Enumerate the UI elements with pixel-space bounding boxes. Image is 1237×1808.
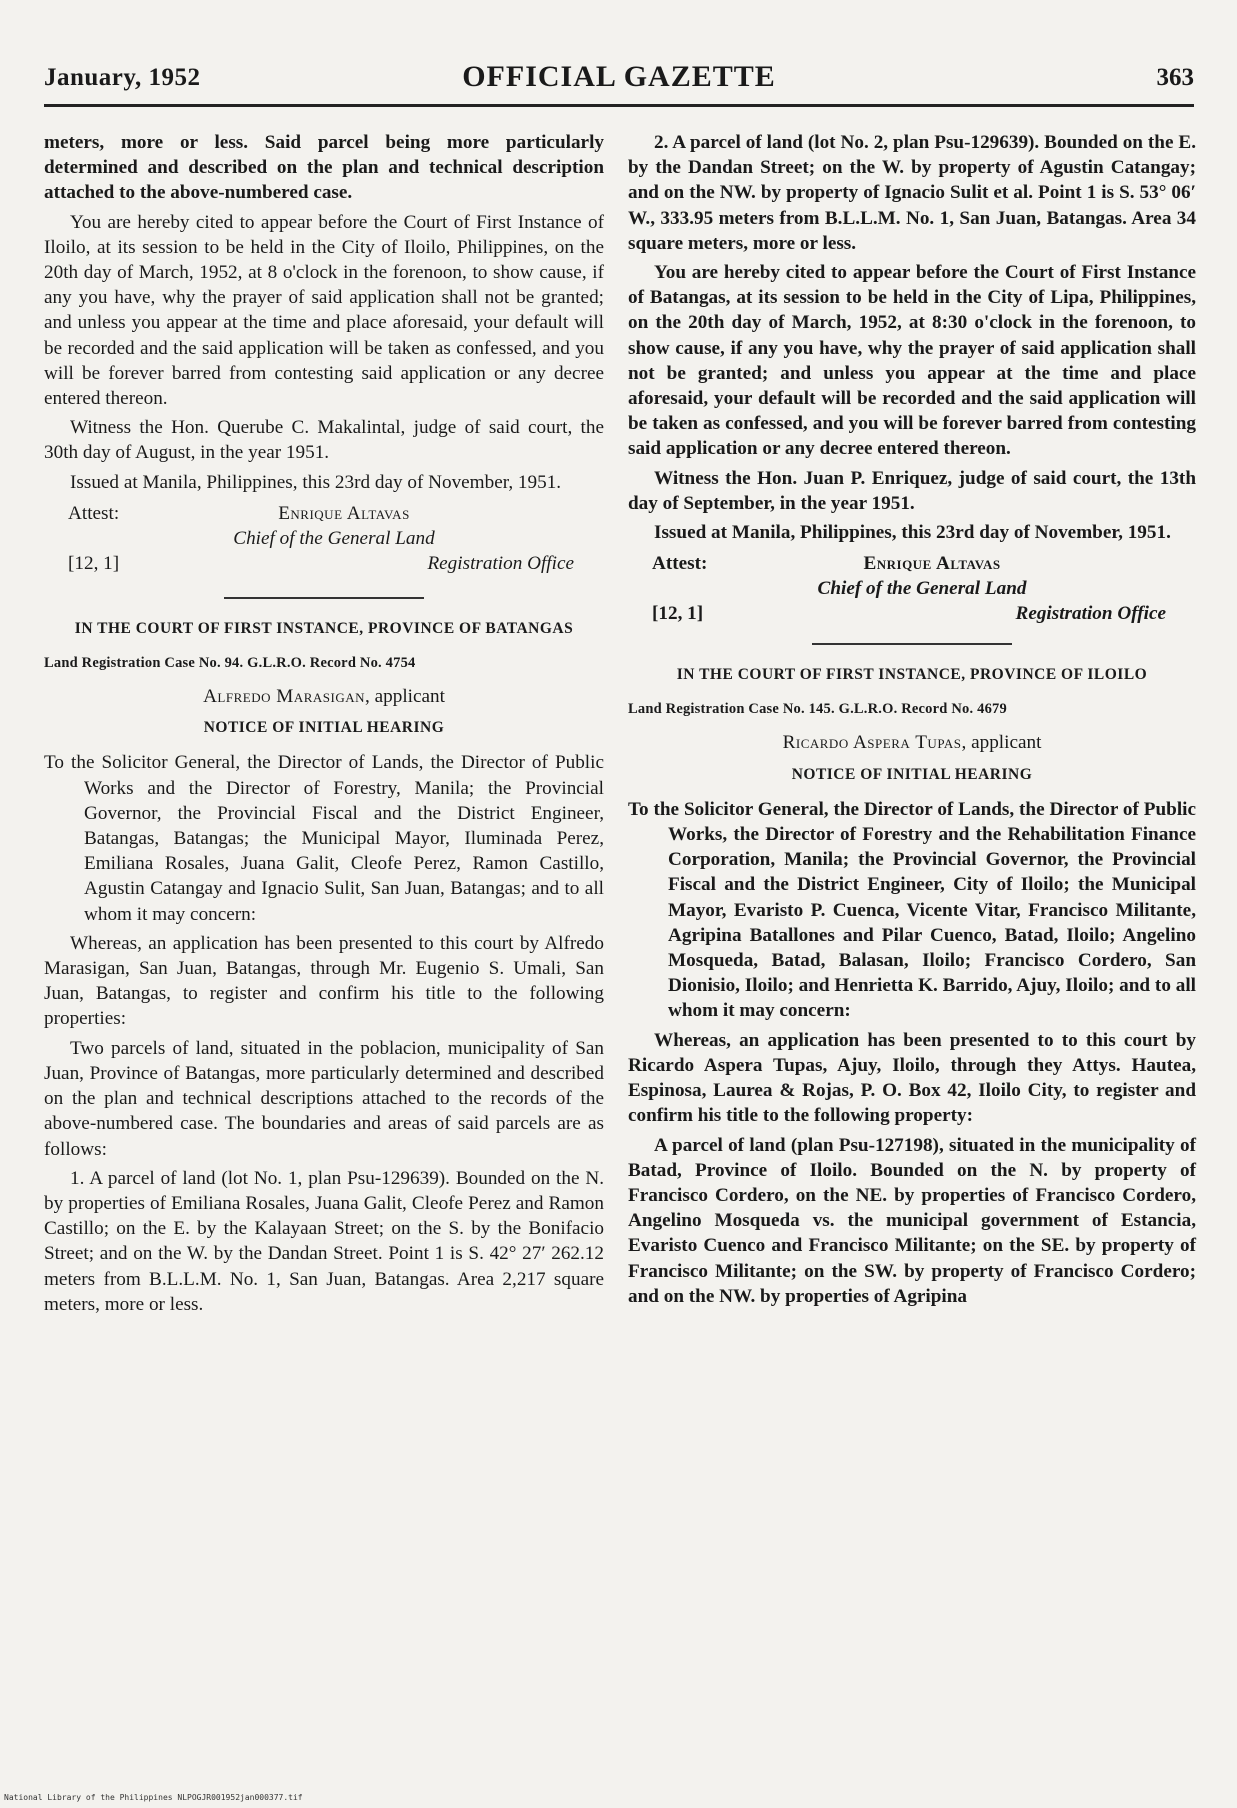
applicant-role: , applicant: [961, 732, 1042, 754]
applicant-role: , applicant: [365, 686, 445, 708]
attest-title-line-2: Registration Office: [427, 552, 574, 574]
header-page-number: 363: [1156, 64, 1194, 91]
addressees-paragraph: To the Solicitor General, the Director of Lands, the Director of Public Works and the Director of Forestry, Manila; the Provincial Governor, the Provincial Fiscal and the District Engineer, Batangas, Batangas; the Municipal Mayor, Iluminada Perez, Emiliana Rosales, Juana Galit, Cleofe Perez, Ramon Castillo, Agustin Catangay and Ignacio Sulit, San Juan, Batangas; and to all whom it may concern:: [44, 752, 604, 925]
parcel-2-paragraph: 2. A parcel of land (lot No. 2, plan Psu-129639). Bounded on the E. by the Dandan Street; on the W. by property of Agustin Catangay; and on the NW. by property of Ignacio Sulit et al. Point 1 is S. 53° 06′ W., 333.95 meters from B.L.L.M. No. 1, San Juan, Batangas. Area 34 square meters, more or less.: [628, 132, 1196, 254]
right-paragraph-citation: You are hereby cited to appear before the Court of First Instance of Batangas, at its session to be held in the City of Lipa, Philippines, on the 20th day of March, 1952, at 8:30 o'clock in the forenoon, to show cause, if any you have, why the prayer of said application shall not be granted; and unless you appear at the time and place aforesaid, your default will be recorded and the said application will be taken as confessed, and you will be forever barred from contesting said application or any decree entered thereon.: [628, 262, 1196, 460]
applicant-name: Ricardo Aspera Tupas: [782, 732, 962, 754]
attest-label: Attest:: [652, 553, 708, 575]
parcel-1-paragraph: 1. A parcel of land (lot No. 1, plan Psu-129639). Bounded on the N. by properties of Emiliana Rosales, Juana Galit, Cleofe Perez and Ramon Castillo; on the E. by the Kalayaan Street; on the S. by the Bonifacio Street; and on the W. by the Dandan Street. Point 1 is S. 42° 27′ 262.12 meters from B.L.L.M. No. 1, San Juan, Batangas. Area 2,217 square meters, more or less.: [44, 1167, 604, 1315]
addressees-paragraph: To the Solicitor General, the Director of Lands, the Director of Public Works, the Director of Forestry and the Rehabilitation Finance Corporation, Manila; the Provincial Governor, the Provincial Fiscal and the District Engineer, City of Iloilo; the Municipal Mayor, Evaristo P. Cuenca, Vicente Vitar, Francisco Militante, Agripina Batallones and Pilar Cuenco, Batad, Iloilo; Angelino Mosqueda, Batad, Balasan, Iloilo; Francisco Cordero, San Dionisio, Iloilo; and Henrietta K. Barrido, Ajuy, Iloilo; and to all whom it may concern:: [628, 798, 1196, 1022]
whereas-paragraph: Whereas, an application has been presented to this court by Alfredo Marasigan, San Juan, Batangas, through Mr. Eugenio S. Umali, San Juan, Batangas, to register and confirm his title to the following properties:: [44, 932, 604, 1030]
header-rule: [44, 104, 1194, 107]
applicant-line: [44, 684, 604, 709]
parcels-paragraph: Two parcels of land, situated in the poblacion, municipality of San Juan, Province of Batangas, more particularly determined and described on the plan and technical descriptions attached to the records of the above-numbered case. The boundaries and areas of said parcels are as follows:: [44, 1037, 604, 1160]
scan-footer: National Library of the Philippines NLPOGJR001952jan000377.tif: [4, 1793, 303, 1802]
right-paragraph-issued: Issued at Manila, Philippines, this 23rd day of November, 1951.: [654, 522, 1171, 544]
applicant-name: Alfredo Marasigan: [203, 686, 366, 708]
header-date: January, 1952: [44, 64, 201, 91]
whereas-paragraph: Whereas, an application has been presented to to this court by Ricardo Aspera Tupas, Ajuy, Iloilo, through they Attys. Hautea, Espinosa, Laurea & Rojas, P. O. Box 42, Iloilo City, to register and confirm his title to the following property:: [628, 1029, 1196, 1127]
left-paragraph-1: meters, more or less. Said parcel being more particularly determined and described on the plan and technical description attached to the above-numbered case.: [44, 132, 604, 204]
section-divider: [812, 643, 1012, 645]
header-title: OFFICIAL GAZETTE: [462, 60, 776, 93]
right-paragraph-witness: Witness the Hon. Juan P. Enriquez, judge of said court, the 13th day of September, in the year 1951.: [628, 467, 1196, 514]
section-divider: [224, 597, 424, 599]
left-paragraph-citation: You are hereby cited to appear before the Court of First Instance of Iloilo, at its session to be held in the City of Iloilo, Philippines, on the 20th day of March, 1952, at 8 o'clock in the forenoon, to show cause, if any you have, why the prayer of said application shall not be granted; and unless you appear at the time and place aforesaid, your default will be recorded and the said application will be taken as confessed, and you will be forever barred from contesting said application or any decree entered thereon.: [44, 211, 604, 410]
attest-title-line-1: Chief of the General Land: [817, 578, 1027, 600]
attest-signatory: Enrique Altavas: [278, 502, 410, 524]
attest-reference: [12, 1]: [652, 603, 704, 625]
left-paragraph-witness: Witness the Hon. Querube C. Makalintal, judge of said court, the 30th day of August, in the year 1951.: [44, 417, 604, 464]
page-header: [44, 58, 1194, 102]
left-attest-block: [44, 501, 604, 579]
notice-heading: NOTICE OF INITIAL HEARING: [791, 765, 1033, 783]
attest-label: Attest:: [68, 502, 120, 524]
case-number-line: Land Registration Case No. 94. G.L.R.O. Record No. 4754: [44, 654, 416, 671]
attest-signatory: Enrique Altavas: [863, 553, 1001, 575]
court-heading: IN THE COURT OF FIRST INSTANCE, PROVINCE OF BATANGAS: [74, 619, 574, 637]
applicant-line: [628, 730, 1196, 755]
attest-title-line-1: Chief of the General Land: [233, 527, 435, 549]
right-attest-block: [628, 551, 1196, 629]
court-heading: IN THE COURT OF FIRST INSTANCE, PROVINCE OF ILOILO: [676, 666, 1148, 684]
case-number-line: Land Registration Case No. 145. G.L.R.O. Record No. 4679: [628, 701, 1007, 718]
right-column: [628, 130, 1196, 1313]
left-column: [44, 130, 604, 1321]
left-paragraph-issued: Issued at Manila, Philippines, this 23rd day of November, 1951.: [70, 471, 562, 493]
attest-reference: [12, 1]: [68, 552, 120, 574]
notice-heading: NOTICE OF INITIAL HEARING: [203, 719, 445, 737]
parcel-paragraph: A parcel of land (plan Psu-127198), situated in the municipality of Batad, Province of Iloilo. Bounded on the N. by property of Francisco Cordero, on the NE. by properties of Francisco Cordero, Angelino Mosqueda vs. the municipal government of Estancia, Evaristo Cuenco and Francisco Militante; on the SE. by property of Francisco Militante; on the SW. by property of Francisco Cordero; and on the NW. by properties of Agripina: [628, 1134, 1196, 1307]
attest-title-line-2: Registration Office: [1015, 603, 1166, 625]
